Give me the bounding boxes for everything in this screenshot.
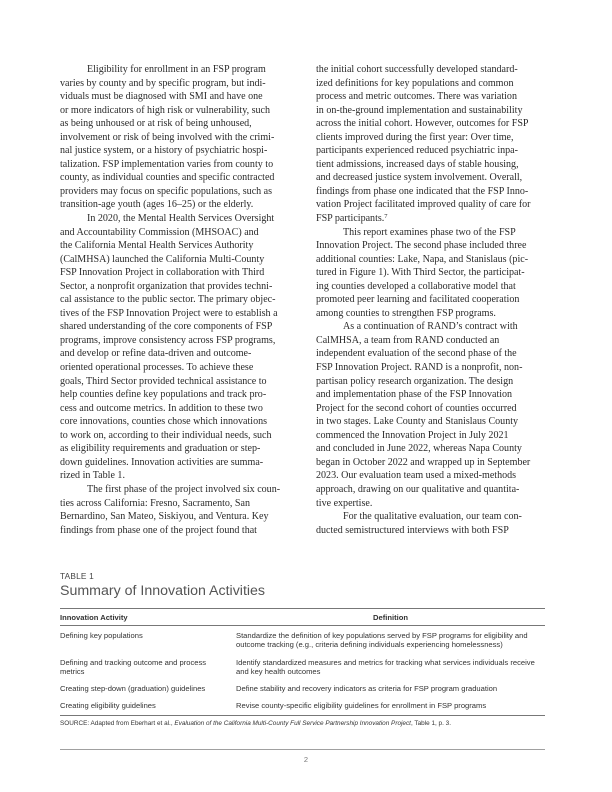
table-row (60, 626, 545, 653)
text-line: (CalMHSA) launched the California Multi-County (60, 253, 265, 265)
text-line: approach, drawing on our qualitative and quantita- (316, 483, 520, 495)
text-line: 2023. Our evaluation team used a mixed-methods (316, 470, 517, 482)
text-line: in two stages. Lake County and Stanislaus County (316, 416, 519, 428)
text-line: and implementation phase of the FSP Innovation (316, 389, 513, 401)
body-paragraph (316, 510, 563, 537)
text-line: varies by county and by specific program, but indi- (60, 77, 266, 89)
text-line: rized in Table 1. (60, 470, 125, 482)
text-line: clients improved during the first year: Over time, (316, 131, 514, 143)
text-line: or more indicators of high risk or vulnerability, such (60, 104, 271, 116)
text-line: Project for the second cohort of counties occurred (316, 402, 517, 414)
text-line: ized definitions for key populations and common (316, 77, 514, 89)
text-line: CalMHSA, a team from RAND conducted an (316, 334, 500, 346)
text-line: Eligibility for enrollment in an FSP program (87, 64, 266, 75)
text-line: partisan policy research organization. The design (316, 375, 514, 387)
text-line: in on-the-ground implementation and sustainability (316, 104, 523, 116)
text-line: the California Mental Health Services Authority (60, 240, 254, 252)
text-line: cess and outcome metrics. In addition to these two (60, 402, 263, 414)
definition-cell: Define stability and recovery indicators as criteria for FSP program graduation (236, 684, 498, 694)
text-line: Bernardino, San Mateo, Siskiyou, and Ventura. Key (60, 511, 269, 523)
table-label: TABLE 1 (60, 571, 94, 581)
text-line: programs, improve consistency across FSP programs, (60, 334, 276, 346)
text-line: core innovations, counties chose which innovations (60, 416, 268, 428)
text-line: This report examines phase two of the FSP (343, 226, 516, 238)
text-line: process and metric outcomes. There was variation (316, 91, 517, 103)
definition-cell: Identify standardized measures and metrics for tracking what services individuals receive and key health outcomes (236, 657, 535, 676)
text-line: promoted peer learning and facilitated cooperation (316, 294, 520, 306)
text-line: oriented operational processes. To achieve these (60, 362, 254, 374)
body-paragraph (316, 320, 563, 510)
activity-cell: Creating eligibility guidelines (60, 696, 236, 715)
text-line: In 2020, the Mental Health Services Oversight (87, 213, 275, 225)
text-line: and concluded in June 2022, whereas Napa County (316, 443, 522, 455)
text-line: The first phase of the project involved six coun- (87, 483, 281, 495)
text-line: and decreased justice system involvement. Overall, (316, 172, 523, 184)
table-title: Summary of Innovation Activities (60, 583, 266, 599)
body-column-left (60, 63, 307, 537)
text-line: additional counties: Lake, Napa, and Stanislaus (pic- (316, 253, 529, 265)
text-line: ties across California: Fresno, Sacramento, San (60, 497, 251, 509)
text-line: findings from phase one of the project found that (60, 524, 257, 536)
text-line: tives of the FSP Innovation Project were to establish a (60, 307, 278, 319)
text-line: nal justice system, or a history of psychiatric hospi- (60, 145, 268, 157)
table-row (60, 679, 545, 696)
text-line: tient admissions, increased days of stable housing, (316, 158, 519, 170)
text-line: as eligibility requirements and graduation or step- (60, 443, 261, 455)
table-1 (60, 571, 545, 728)
text-line: commenced the Innovation Project in July 2021 (316, 429, 509, 441)
text-line: goals, Third Sector provided technical assistance to (60, 375, 267, 387)
text-line: down guidelines. Innovation activities are summa- (60, 456, 264, 468)
text-line: FSP Innovation Project. RAND is a nonprofit, non- (316, 362, 523, 374)
text-line: For the qualitative evaluation, our team con- (343, 511, 522, 523)
text-line: Sector, a nonprofit organization that provides techni- (60, 280, 273, 292)
activity-cell: Defining key populations (60, 631, 143, 640)
text-line: tured in Figure 1). With Third Sector, the participat- (316, 267, 525, 279)
definition-cell: Standardize the definition of key populations served by FSP programs for eligibility and outcome tracking (e.g., criteria defining individuals experiencing homelessness) (236, 631, 528, 650)
text-line: participants experienced reduced psychiatric inpa- (316, 145, 518, 157)
text-line: ing counties developed a collaborative model that (316, 280, 516, 292)
text-line: help counties define key populations and track pro- (60, 389, 267, 401)
text-line: and Accountability Commission (MHSOAC) and (60, 226, 259, 238)
text-line: cal assistance to the public sector. The primary objec- (60, 294, 276, 306)
text-line: As a continuation of RAND’s contract with (343, 321, 518, 333)
text-line: independent evaluation of the second phase of the (316, 348, 517, 360)
text-line: county, as individual counties and specific contracted (60, 172, 275, 184)
activity-cell: Creating step-down (graduation) guidelines (60, 684, 206, 694)
text-line: and develop or refine data-driven and outcome- (60, 348, 252, 360)
page-number: 2 (303, 755, 309, 764)
source-title: Evaluation of the California Multi-County Full Service Partnership Innovation Project (174, 719, 411, 727)
text-line: ducted semistructured interviews with both FSP (316, 524, 509, 536)
text-line (316, 212, 563, 226)
text-line: the initial cohort successfully developed standard- (316, 64, 518, 75)
header-definition: Definition (236, 609, 545, 626)
footnote-reference[interactable]: 7 (384, 213, 388, 221)
text-line: as being unhoused or at risk of being unhoused, (60, 118, 252, 130)
source-suffix: , Table 1, p. 3. (410, 719, 451, 727)
table-source-note (60, 720, 545, 728)
body-paragraph (60, 483, 307, 537)
text-line: talization. FSP implementation varies from county to (60, 158, 274, 170)
innovation-activities-table (60, 608, 545, 716)
text-line: transition-age youth (ages 16–25) or the elderly. (60, 199, 254, 211)
body-paragraph (60, 212, 307, 483)
text-line: FSP Innovation Project in collaboration with Third (60, 267, 265, 279)
text-line: providers may focus on specific populations, such as (60, 185, 273, 197)
text-line: tive expertise. (316, 497, 373, 509)
source-prefix: SOURCE: Adapted from Eberhart et al., (60, 719, 175, 727)
body-column-right (316, 63, 563, 537)
activity-cell: Defining and tracking outcome and process metrics (60, 657, 207, 676)
text-line: vation Project facilitated improved quality of care for (316, 199, 531, 211)
table-row (60, 696, 545, 715)
text-line: shared understanding of the core components of FSP (60, 321, 273, 333)
header-innovation-activity: Innovation Activity (60, 609, 236, 626)
body-paragraph (316, 63, 563, 226)
body-paragraph (316, 226, 563, 321)
text-line: Innovation Project. The second phase included three (316, 240, 527, 252)
text-line: viduals must be diagnosed with SMI and have one (60, 91, 263, 103)
text-line: to work on, according to their individual needs, such (60, 429, 272, 441)
table-header-row (60, 609, 545, 626)
text-line: across the initial cohort. However, outcomes for FSP (316, 118, 529, 130)
body-paragraph (60, 63, 307, 212)
text-line: among counties to strengthen FSP programs. (316, 307, 496, 319)
footer-divider (60, 749, 545, 750)
text-line: began in October 2022 and wrapped up in September (316, 456, 531, 468)
line-text: FSP participants. (316, 213, 385, 225)
text-line: findings from phase one indicated that the FSP Inno- (316, 185, 529, 197)
text-line: involvement or risk of being involved with the crimi- (60, 131, 275, 143)
definition-cell: Revise county-specific eligibility guidelines for enrollment in FSP programs (236, 696, 545, 715)
table-row (60, 653, 545, 680)
